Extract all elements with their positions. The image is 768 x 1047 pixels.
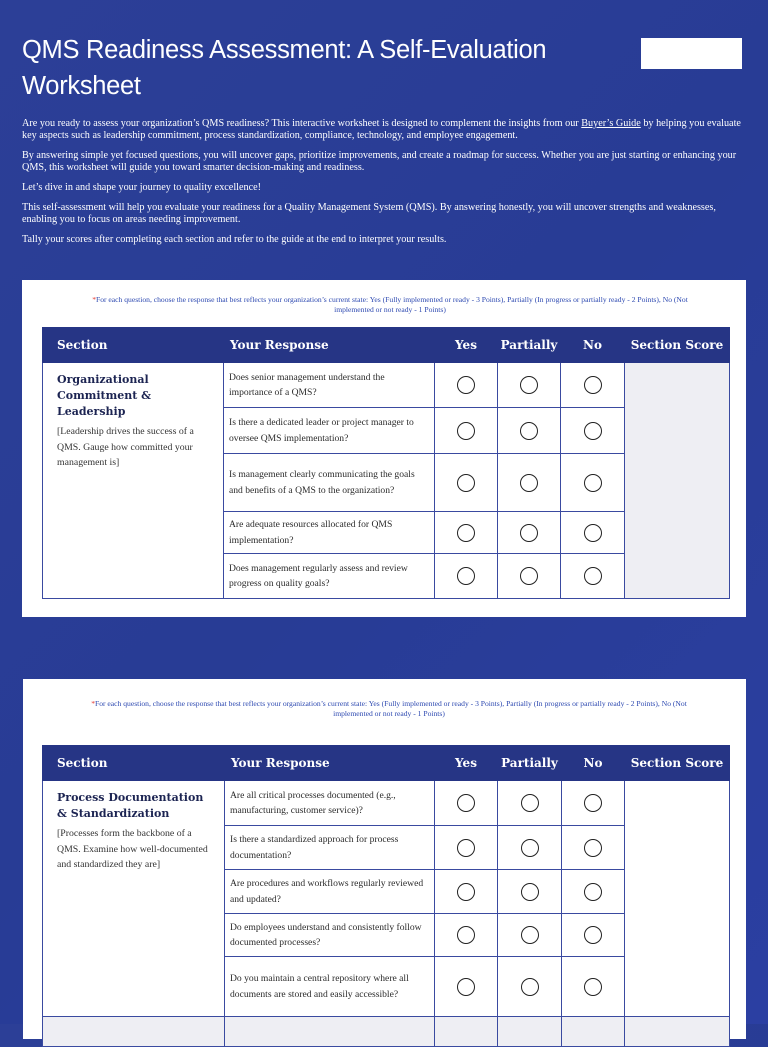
question-text: Is management clearly communicating the goals and benefits of a QMS to the organization? [224,454,435,512]
question-text: Are procedures and workflows regularly reviewed and updated? [225,870,435,914]
radio-yes[interactable] [435,914,498,957]
radio-partially[interactable] [498,957,562,1017]
radio-circle-icon[interactable] [521,794,539,812]
radio-yes[interactable] [435,554,498,599]
radio-circle-icon[interactable] [520,376,538,394]
radio-circle-icon[interactable] [520,524,538,542]
radio-circle-icon[interactable] [521,883,539,901]
question-text: Do you maintain a central repository where all documents are stored and easily accessible? [225,957,435,1017]
table-row [43,363,730,408]
header-response: Your Response [224,328,435,363]
header-section: Section [43,328,224,363]
question-text: Is there a standardized approach for process documentation? [225,826,435,870]
radio-circle-icon[interactable] [520,422,538,440]
table-cell [498,1017,562,1047]
radio-partially[interactable] [498,870,562,914]
radio-partially[interactable] [498,454,561,512]
radio-no[interactable] [562,957,625,1017]
radio-circle-icon[interactable] [584,839,602,857]
section-title: Process Documentation & Standardization [57,791,204,820]
table-cell [625,1017,730,1047]
radio-no[interactable] [562,781,625,826]
intro-paragraph-2: By answering simple yet focused questions, you will uncover gaps, prioritize improvements, and create a roadmap for success. Whether you are just starting or enhancing your QMS, this worksheet will guide you toward smarter decision-making and readiness. [22,150,737,173]
table-cell [225,1017,435,1047]
radio-partially[interactable] [498,512,561,554]
header-section-score: Section Score [625,746,730,781]
intro-paragraph-3: Let’s dive in and shape your journey to quality excellence! [22,182,262,193]
assessment-table [42,327,730,599]
radio-yes[interactable] [435,826,498,870]
radio-circle-icon[interactable] [457,474,475,492]
radio-circle-icon[interactable] [584,524,602,542]
radio-circle-icon[interactable] [584,794,602,812]
intro-paragraph-4: This self-assessment will help you evaluate your readiness for a Quality Management System (QMS). By answering honestly, you will uncover strengths and weaknesses, enabling you to focus on areas needing improvement. [22,202,716,225]
intro-paragraph-1-text: Are you ready to assess your organization’s QMS readiness? This interactive worksheet is designed to complement the insights from our [22,118,582,129]
radio-partially[interactable] [498,363,561,408]
header-section: Section [43,746,225,781]
radio-circle-icon[interactable] [584,567,602,585]
table-cell [435,1017,498,1047]
radio-yes[interactable] [435,870,498,914]
section-score-field[interactable] [625,781,730,1017]
radio-circle-icon[interactable] [584,883,602,901]
section-score-field[interactable] [625,363,730,599]
radio-circle-icon[interactable] [457,524,475,542]
section-title: Organizational Commitment & Leadership [57,373,152,418]
radio-circle-icon[interactable] [584,978,602,996]
question-text: Is there a dedicated leader or project manager to oversee QMS implementation? [224,408,435,454]
radio-circle-icon[interactable] [457,794,475,812]
assessment-table [42,745,730,1047]
instruction-note [89,699,689,719]
radio-partially[interactable] [498,554,561,599]
radio-partially[interactable] [498,781,562,826]
question-text: Are all critical processes documented (e.g., manufacturing, customer service)? [225,781,435,826]
radio-no[interactable] [562,870,625,914]
header-placeholder-box [641,38,742,69]
required-star: * [91,699,95,708]
section-cell [43,363,224,599]
header-partially: Partially [498,746,562,781]
intro-paragraph-1 [22,118,742,142]
question-text: Are adequate resources allocated for QMS implementation? [224,512,435,554]
question-text: Does management regularly assess and review progress on quality goals? [224,554,435,599]
table-cell [562,1017,625,1047]
instruction-text: For each question, choose the response that best reflects your organization’s current state: Yes (Fully implemented or ready - 3 Points), Partially (In progress or partially ready - 2 Points), No (Not implemented or not ready - 1 Points) [94,699,687,718]
question-text: Does senior management understand the importance of a QMS? [224,363,435,408]
radio-yes[interactable] [435,512,498,554]
radio-partially[interactable] [498,826,562,870]
radio-circle-icon[interactable] [584,474,602,492]
radio-circle-icon[interactable] [520,474,538,492]
radio-no[interactable] [561,363,625,408]
header-yes: Yes [435,746,498,781]
radio-circle-icon[interactable] [457,978,475,996]
required-star: * [92,295,96,304]
instruction-note [90,295,690,315]
radio-circle-icon[interactable] [457,839,475,857]
buyers-guide-link[interactable]: Buyer’s Guide [581,118,641,129]
radio-yes[interactable] [435,781,498,826]
radio-circle-icon[interactable] [584,376,602,394]
radio-circle-icon[interactable] [457,422,475,440]
radio-yes[interactable] [435,957,498,1017]
page-title: QMS Readiness Assessment: A Self-Evaluation Worksheet [22,36,547,100]
header-section-score: Section Score [625,328,730,363]
radio-no[interactable] [562,914,625,957]
intro-paragraph-1-text-end: by helping you evaluate key aspects such as leadership commitment, process standardization, compliance, technology, and employee engagement. [22,118,741,141]
radio-circle-icon[interactable] [521,839,539,857]
radio-circle-icon[interactable] [584,422,602,440]
radio-no[interactable] [562,826,625,870]
radio-partially[interactable] [498,408,561,454]
intro-text [22,118,742,254]
question-text: Do employees understand and consistently follow documented processes? [225,914,435,957]
table-cell [43,1017,225,1047]
section-cell [43,781,225,1017]
section-description: [Leadership drives the success of a QMS. Gauge how committed your management is] [57,426,194,468]
intro-paragraph-5: Tally your scores after completing each section and refer to the guide at the end to interpret your results. [22,234,447,245]
header-partially: Partially [498,328,561,363]
table-header-row [43,746,730,781]
radio-yes[interactable] [435,408,498,454]
header-no: No [561,328,625,363]
table-row [43,1017,730,1047]
radio-circle-icon[interactable] [584,926,602,944]
section-description: [Processes form the backbone of a QMS. Examine how well-documented and standardized they are] [57,828,208,870]
radio-no[interactable] [561,554,625,599]
header-response: Your Response [225,746,435,781]
radio-circle-icon[interactable] [521,926,539,944]
table-header-row [43,328,730,363]
assessment-card-process [23,679,746,1039]
radio-circle-icon[interactable] [457,883,475,901]
radio-no[interactable] [561,408,625,454]
instruction-text: For each question, choose the response that best reflects your organization’s current state: Yes (Fully implemented or ready - 3 Points), Partially (In progress or partially ready - 2 Points), No (Not implemented or not ready - 1 Points) [95,295,688,314]
table-row [43,781,730,826]
radio-yes[interactable] [435,363,498,408]
radio-no[interactable] [561,454,625,512]
radio-circle-icon[interactable] [457,376,475,394]
radio-circle-icon[interactable] [457,567,475,585]
header-no: No [562,746,625,781]
radio-partially[interactable] [498,914,562,957]
radio-yes[interactable] [435,454,498,512]
radio-circle-icon[interactable] [457,926,475,944]
radio-no[interactable] [561,512,625,554]
assessment-card-leadership [22,280,746,617]
header-yes: Yes [435,328,498,363]
radio-circle-icon[interactable] [521,978,539,996]
radio-circle-icon[interactable] [520,567,538,585]
